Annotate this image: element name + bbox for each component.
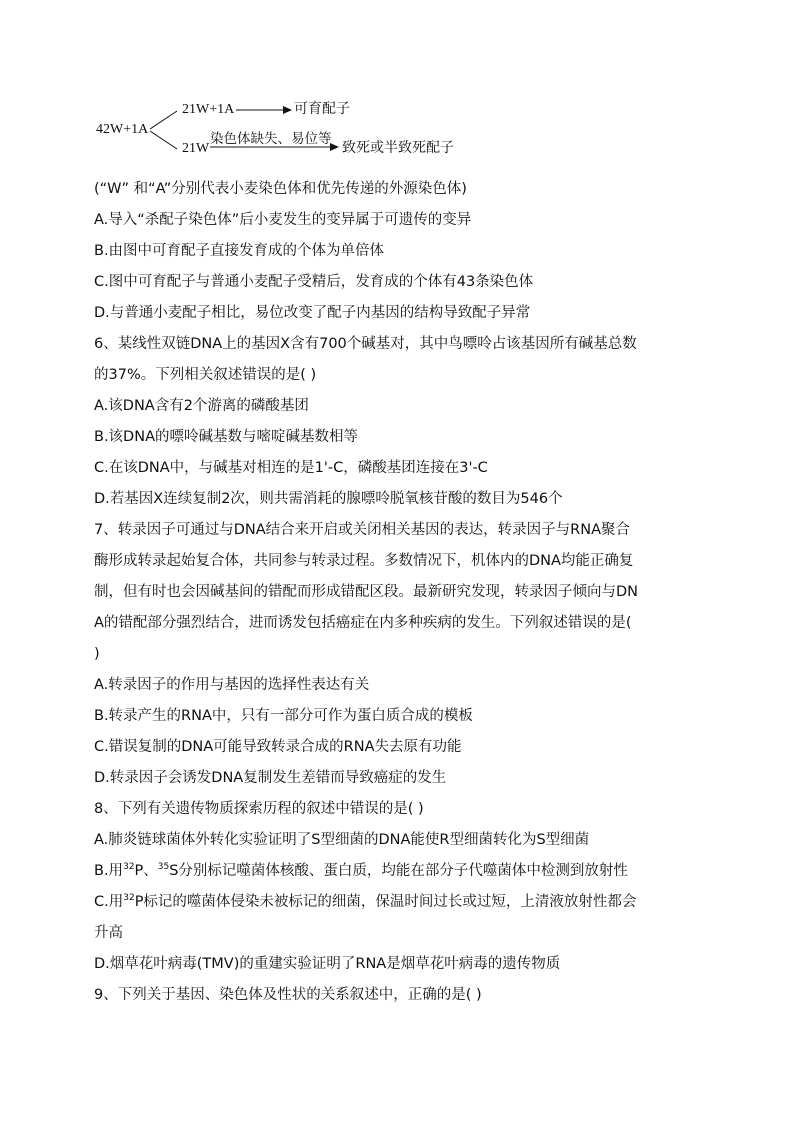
question-text (94, 174, 704, 1011)
diagram-start: 42W+1A (96, 122, 149, 137)
q5-note: (“W” 和“A”分别代表小麦染色体和优先传递的外源染色体) (94, 181, 467, 197)
q7-stem-line3: 制，但有时也会因碱基间的错配而形成错配区段。最新研究发现，转录因子倾向与DN (94, 584, 639, 600)
gamete-diagram (90, 95, 510, 167)
diagram-top-outcome: 可育配子 (294, 102, 350, 117)
diagram-bottom-outcome: 致死或半致死配子 (342, 141, 454, 156)
diagram-bottom-result: 21W (182, 141, 210, 156)
q5-option-c: C.图中可育配子与普通小麦配子受精后，发育成的个体有43条染色体 (94, 274, 534, 290)
q9-stem: 9、下列关于基因、染色体及性状的关系叙述中，正确的是( ) (94, 987, 482, 1003)
q8-option-a: A.肺炎链球菌体外转化实验证明了S型细菌的DNA能使R型细菌转化为S型细菌 (94, 832, 590, 848)
diagram-arrow-label: 染色体缺失、易位等 (210, 131, 332, 146)
q6-option-b: B.该DNA的嘌呤碱基数与嘧啶碱基数相等 (94, 429, 358, 445)
q8-option-b: B.用$^{32}$P、$^{35}$S分别标记噬菌体核酸、蛋白质，均能在部分子代噬菌体中检测到放射性 (94, 862, 628, 879)
q8-option-d: D.烟草花叶病毒(TMV)的重建实验证明了RNA是烟草花叶病毒的遗传物质 (94, 956, 561, 972)
q5-option-a: A.导入“杀配子染色体”后小麦发生的变异属于可遗传的变异 (94, 212, 472, 228)
q5-option-b: B.由图中可育配子直接发育成的个体为单倍体 (94, 243, 385, 259)
q7-option-b: B.转录产生的RNA中，只有一部分可作为蛋白质合成的模板 (94, 708, 473, 724)
q8-option-c-cont: 升高 (94, 925, 123, 941)
q7-stem-line2: 酶形成转录起始复合体，共同参与转录过程。多数情况下，机体内的DNA均能正确复 (94, 553, 634, 569)
q5-option-d: D.与普通小麦配子相比，易位改变了配子内基因的结构导致配子异常 (94, 305, 531, 321)
q8-option-c: C.用$^{32}$P标记的噬菌体侵染未被标记的细菌，保温时间过长或过短，上清液放射性都会 (94, 893, 637, 910)
q7-stem-line4: A的错配部分强烈结合，进而诱发包括癌症在内多种疾病的发生。下列叙述错误的是( (94, 615, 632, 631)
q6-option-a: A.该DNA含有2个游离的磷酸基团 (94, 398, 309, 414)
q6-option-d: D.若基因X连续复制2次，则共需消耗的腺嘌呤脱氧核苷酸的数目为546个 (94, 491, 563, 507)
q6-stem-line2: 的37%。下列相关叙述错误的是( ) (94, 367, 317, 383)
q6-option-c: C.在该DNA中，与碱基对相连的是1'-C，磷酸基团连接在3'-C (94, 460, 488, 476)
q7-stem-line5: ) (94, 646, 100, 662)
q7-option-c: C.错误复制的DNA可能导致转录合成的RNA失去原有功能 (94, 739, 462, 755)
q8-stem: 8、下列有关遗传物质探索历程的叙述中错误的是( ) (94, 801, 424, 817)
q6-stem-line1: 6、某线性双链DNA上的基因X含有700个碱基对，其中鸟嘌呤占该基因所有碱基总数 (94, 336, 637, 352)
q7-stem-line1: 7、转录因子可通过与DNA结合来开启或关闭相关基因的表达，转录因子与RNA聚合 (94, 522, 630, 538)
q7-option-d: D.转录因子会诱发DNA复制发生差错而导致癌症的发生 (94, 770, 447, 786)
diagram-top-result: 21W+1A (182, 102, 235, 117)
q7-option-a: A.转录因子的作用与基因的选择性表达有关 (94, 677, 370, 693)
